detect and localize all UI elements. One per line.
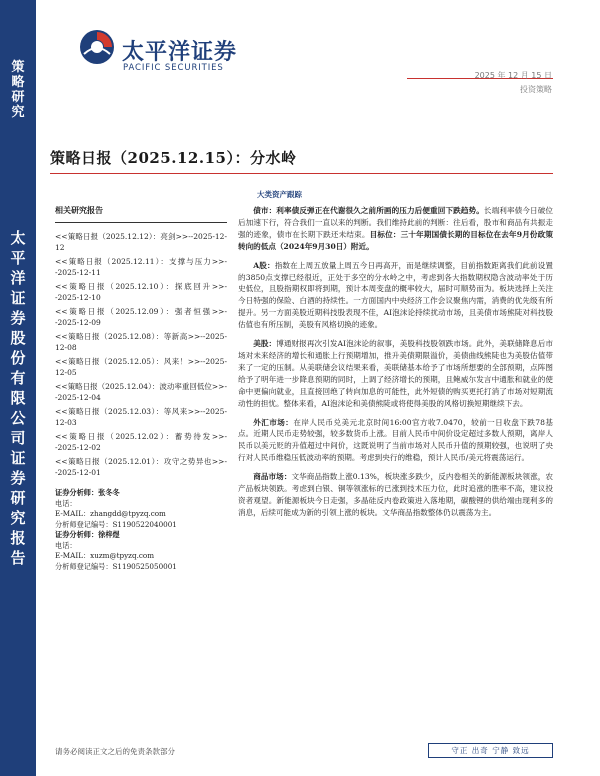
- analyst-role: 证券分析师：: [55, 530, 99, 539]
- related-reports-title: 相关研究报告: [55, 205, 227, 223]
- related-report-link[interactable]: <<策略日报（2025.12.12）：亮剑>>--2025-12-12: [55, 232, 227, 252]
- brand-name-cn: 太平洋证券: [122, 40, 238, 65]
- bond-market-target: 目标位：三十年期国债长期的目标位在去年9月份政策转向的低点（2024年9月30日）附近。: [238, 229, 554, 251]
- fx-market-paragraph: [238, 417, 553, 465]
- related-report-link[interactable]: <<策略日报（2025.12.04）：波动率重回低位>>--2025-12-04: [55, 382, 227, 402]
- related-report-link[interactable]: <<策略日报（2025.12.08）：等新高>>--2025-12-08: [55, 332, 227, 352]
- bond-market-text: 长端利率债今日破位后加速下行，符合我们一直以来的判断。我们维持此前的判断：往后看，股市和商品有共振走强的迹象，债市在长期下跌还未结束。: [238, 206, 554, 239]
- analyst-email[interactable]: E-MAIL：zhangdd@tpyzq.com: [55, 509, 166, 518]
- paragraph-label: 外汇市场：: [253, 417, 294, 427]
- pacific-securities-logo-icon: [78, 28, 116, 66]
- bond-market-highlight: 利率债反弹正在代谢很久之前所画的压力后便重回下跌趋势。: [276, 206, 484, 215]
- commodity-text: 文华商品指数上涨0.13%，板块涨多跌少，反内卷相关的新能源板块领涨，农产品板块领跌。考虑到白银、铜等领涨标的已涨到技术压力位，此时追涨的胜率不高，建议投资者观望。新能源板块今日走强，多晶硅反内卷政策进入落地期，碳酸锂的供给端由现利多的消息，后续可能成为新的引领上涨的板块。文华商品指数整体仍以震荡为主。: [238, 472, 554, 517]
- section-subtitle: 大类资产跟踪: [257, 190, 302, 199]
- sidebar-company: 太 平 洋 证 券 股 份 有 限 公 司 证 券 研 究 报 告: [10, 229, 26, 567]
- report-date: 2025 年 12 月 15 日: [474, 71, 552, 80]
- analyst-name: 徐梓煜: [98, 530, 120, 539]
- analyst-role: 证券分析师：: [55, 488, 99, 497]
- related-report-link[interactable]: <<策略日报（2025.12.01）：攻守之势异也>>--2025-12-01: [55, 457, 227, 477]
- paragraph-label: 商品市场：: [253, 472, 292, 482]
- commodity-paragraph: [238, 471, 553, 519]
- paragraph-label: 美股：: [253, 339, 277, 349]
- us-stock-text: 博通财报再次引发AI泡沫论的叙事，美股科技股领跌市场。此外，美联储降息后市场对未来经济的增长和通胀上行预期增加，推升美债期限溢价，美债曲线熊陡也为美股估值带来了一定的压制。从美联储会议结果来看，美联储基本给予了市场所想要的全部预期，点阵图给予了明年进一步降息预期的同时，上调了经济增长的预期，且鲍威尔发言中通胀和就业的使命中更偏向就业，且直接回绝了转向加息的可能性，此外短债的购买更托打消了市场对短期流动性的担忧。整体来看，AI泡沫论和美债熊陡或将使得美股的风格切换短期继续下去。: [238, 339, 553, 408]
- related-reports-list: [55, 231, 227, 478]
- brand-name-en: PACIFIC SECURITIES: [123, 63, 224, 73]
- sidebar-category: 策 略 研 究: [11, 60, 25, 120]
- analyst-name: 张冬冬: [98, 488, 120, 497]
- analyst-cert: 分析师登记编号：S1190522040001: [55, 519, 177, 529]
- related-report-link[interactable]: <<策略日报（2025.12.09）：强者恒强>>--2025-12-09: [55, 307, 227, 327]
- page-title: 策略日报（2025.12.15）：分水岭: [50, 149, 297, 167]
- bond-market-paragraph: [238, 205, 553, 253]
- paragraph-label: A股：: [253, 260, 275, 270]
- related-report-link[interactable]: <<策略日报（2025.12.10）：探底回升>>--2025-12-10: [55, 282, 227, 302]
- related-report-link[interactable]: <<策略日报（2025.12.03）：等风来>>--2025-12-03: [55, 407, 227, 427]
- related-report-link[interactable]: <<策略日报（2025.12.11）：支撑与压力>>--2025-12-11: [55, 257, 227, 277]
- footer-motto: 守正 出奇 宁静 致远: [428, 743, 553, 758]
- analyst-cert: 分析师登记编号：S1190525050001: [55, 561, 177, 571]
- analyst-phone: 电话：: [55, 540, 77, 550]
- related-report-link[interactable]: <<策略日报（2025.12.05）：风来！>>--2025-12-05: [55, 357, 227, 377]
- report-category: 投资策略: [520, 85, 552, 94]
- us-stock-paragraph: [238, 338, 553, 409]
- analyst-phone: 电话：: [55, 498, 77, 508]
- a-share-text: 指数在上周五放量上周五今日再高开，而是继续调整，目前指数距离我们此前设置的3850点支撑已经很近，正处于多空的分水岭之中，考虑到各大指数期权隐含波动率处于历史低位，且股指期权即将到期，预计本周变盘的概率较大，届时可顺势而为。板块选择上关注今日特强的保险、白酒的持续性。一方面国内中央经济工作会议聚焦内需，消费的优先级有所提升。另一方面美股近期科技股表现不佳，AI泡沫论持续扰动市场，且美债市场熊陡对科技股估值也有所压制，美股有风格切换的迹象。: [238, 260, 553, 330]
- a-share-paragraph: [238, 260, 553, 331]
- analyst-email[interactable]: E-MAIL：xuzm@tpyzq.com: [55, 551, 155, 560]
- footer-disclaimer: 请务必阅读正文之后的免责条款部分: [55, 747, 175, 756]
- main-body: [238, 205, 553, 526]
- related-report-link[interactable]: <<策略日报（2025.12.02）：蓄势待发>>--2025-12-02: [55, 432, 227, 452]
- analyst-block: [55, 488, 227, 572]
- title-divider: [50, 173, 553, 174]
- left-column: [55, 205, 227, 572]
- fx-market-text: 在岸人民币兑美元北京时间16:00官方收7.0470，较前一日收盘下跌78基点。近期人民币走势较强，较多数货币上涨。目前人民币中间价设定超过多数人预期，离岸人民币以美元贬的升值超过中间价，这既说明了当前市场对人民币升值的预期较强，也说明了央行对人民币维稳压低波动率的预期。考虑到央行的维稳，预计人民币/美元将震荡运行。: [238, 417, 553, 463]
- paragraph-label: 债市：: [253, 206, 277, 215]
- sidebar: [0, 0, 36, 776]
